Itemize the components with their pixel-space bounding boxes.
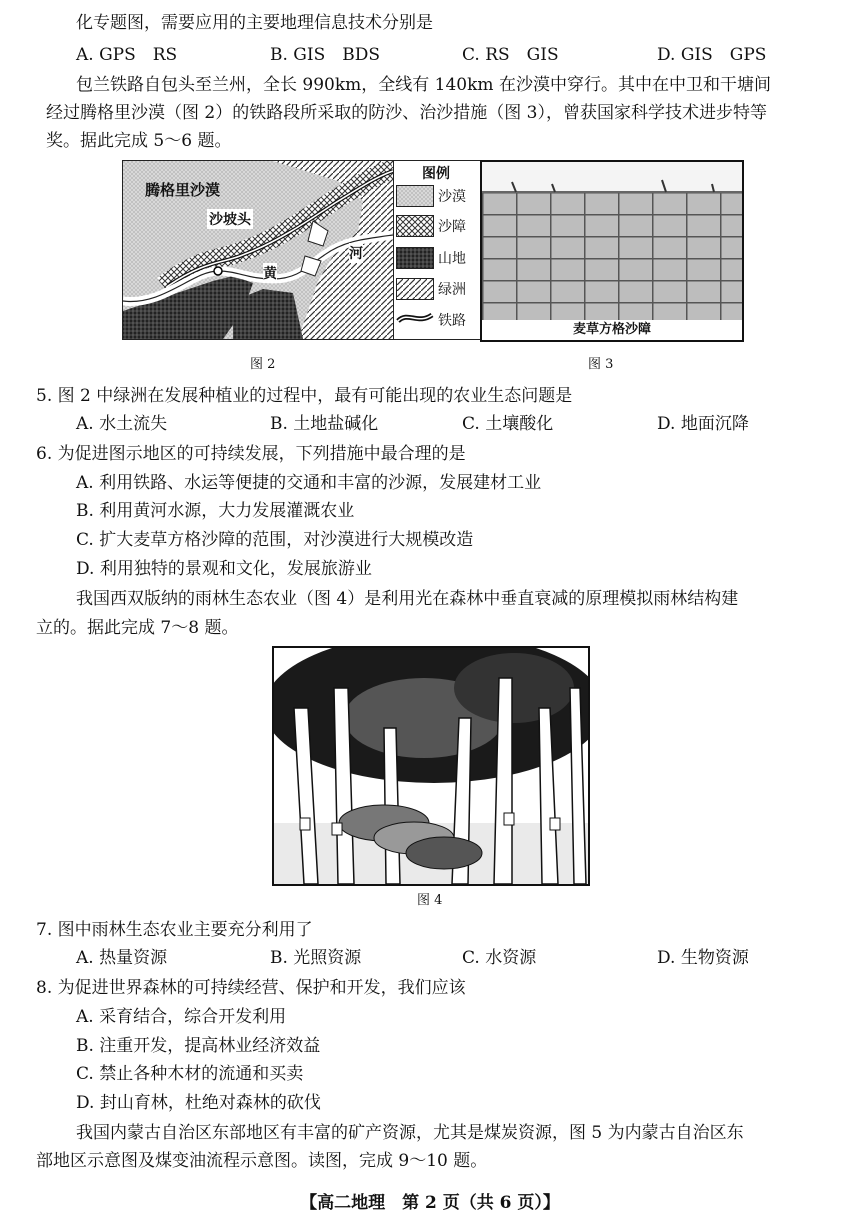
q8-option-a: A. 采育结合，综合开发利用 [76, 1007, 287, 1027]
q7-option-c: C. 水资源 [462, 948, 537, 968]
figure2-legend [392, 160, 480, 340]
q8-option-c: C. 禁止各种木材的流通和买卖 [76, 1064, 304, 1084]
legend-title: 图例 [422, 166, 450, 182]
q5-option-d: D. 地面沉降 [657, 414, 749, 434]
prev-option-c: C. RS GIS [462, 45, 559, 65]
figure3-caption: 图 3 [588, 357, 614, 372]
q8-stem: 8. 为促进世界森林的可持续经营、保护和开发，我们应该 [36, 978, 466, 998]
q5-stem: 5. 图 2 中绿洲在发展种植业的过程中，最有可能出现的农业生态问题是 [36, 386, 573, 406]
q6-option-d: D. 利用独特的景观和文化，发展旅游业 [76, 559, 372, 579]
q6-stem: 6. 为促进图示地区的可持续发展，下列措施中最合理的是 [36, 444, 466, 464]
sand-barrier-swatch-icon [396, 215, 434, 237]
passage2-line1: 我国西双版纳的雨林生态农业（图 4）是利用光在森林中垂直衰减的原理模拟雨林结构建 [76, 589, 739, 609]
prev-option-a: A. GPS RS [76, 45, 178, 65]
desert-label: 腾格里沙漠 [145, 181, 221, 199]
figure4-illustration [272, 646, 590, 886]
prev-option-b: B. GIS BDS [270, 45, 381, 65]
prev-option-d: D. GIS GPS [657, 45, 767, 65]
q7-option-b: B. 光照资源 [270, 948, 362, 968]
legend-oasis: 绿洲 [438, 282, 466, 298]
intro-line: 化专题图，需要应用的主要地理信息技术分别是 [76, 13, 433, 33]
railway-symbol-icon [396, 309, 434, 327]
figure2-map [122, 160, 394, 340]
oasis-swatch-icon [396, 278, 434, 300]
legend-railway: 铁路 [438, 313, 466, 329]
place-label: 沙坡头 [207, 209, 253, 229]
q6-option-b: B. 利用黄河水源，大力发展灌溉农业 [76, 501, 355, 521]
passage3-line1: 我国内蒙古自治区东部地区有丰富的矿产资源，尤其是煤炭资源，图 5 为内蒙古自治区东 [76, 1123, 744, 1143]
passage3-line2: 部地区示意图及煤变油流程示意图。读图，完成 9～10 题。 [36, 1151, 488, 1171]
figure2-caption: 图 2 [250, 357, 276, 372]
rainforest-drawing [274, 648, 588, 884]
q5-option-a: A. 水土流失 [76, 414, 168, 434]
passage2-line2: 立的。据此完成 7～8 题。 [36, 618, 239, 638]
q7-option-a: A. 热量资源 [76, 948, 168, 968]
legend-mountain: 山地 [438, 251, 466, 267]
figure4-caption: 图 4 [417, 893, 443, 908]
figure3-photo [480, 160, 744, 342]
q5-option-b: B. 土地盐碱化 [270, 414, 379, 434]
passage1-line1: 包兰铁路自包头至兰州，全长 990km，全线有 140km 在沙漠中穿行。其中在中卫和干塘间 [76, 75, 771, 95]
q8-option-d: D. 封山育林，杜绝对森林的砍伐 [76, 1093, 321, 1113]
q6-option-a: A. 利用铁路、水运等便捷的交通和丰富的沙源，发展建材工业 [76, 473, 542, 493]
mountain-swatch-icon [396, 247, 434, 269]
q7-option-d: D. 生物资源 [657, 948, 749, 968]
passage1-line3: 奖。据此完成 5～6 题。 [46, 131, 232, 151]
q5-option-c: C. 土壤酸化 [462, 414, 554, 434]
q6-option-c: C. 扩大麦草方格沙障的范围，对沙漠进行大规模改造 [76, 530, 474, 550]
photo-label: 麦草方格沙障 [482, 320, 742, 340]
passage1-line2: 经过腾格里沙漠（图 2）的铁路段所采取的防沙、治沙措施（图 3），曾获国家科学技术进步特等 [46, 103, 767, 123]
desert-swatch-icon [396, 185, 434, 207]
river-label-he: 河 [349, 243, 363, 263]
legend-barrier: 沙障 [438, 219, 466, 235]
straw-grid-photo [482, 162, 742, 340]
legend-desert: 沙漠 [438, 189, 466, 205]
q7-stem: 7. 图中雨林生态农业主要充分利用了 [36, 920, 313, 940]
q8-option-b: B. 注重开发，提高林业经济效益 [76, 1036, 321, 1056]
page-footer: 【高二地理 第 2 页（共 6 页）】 [300, 1193, 560, 1213]
river-label-huang: 黄 [263, 263, 277, 283]
